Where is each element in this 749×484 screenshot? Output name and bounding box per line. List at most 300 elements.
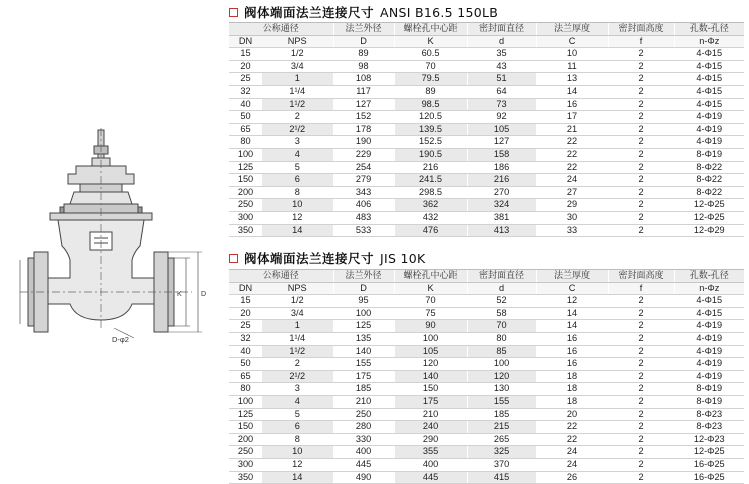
table-cell: 30 (536, 211, 608, 224)
table-cell: 150 (229, 421, 262, 434)
table-cell: 14 (262, 471, 333, 484)
table-cell: 483 (333, 211, 394, 224)
table-cell: 216 (394, 161, 467, 174)
table-cell: 25 (229, 73, 262, 86)
column-symbol: C (536, 35, 608, 48)
table-cell: 4-Φ15 (674, 85, 744, 98)
table-cell: 50 (229, 111, 262, 124)
table-cell: 2 (608, 186, 674, 199)
table-cell: 89 (333, 48, 394, 61)
table-cell: 2 (608, 123, 674, 136)
table-cell: 150 (394, 383, 467, 396)
table-cell: 22 (536, 148, 608, 161)
table-cell: 12-Φ25 (674, 446, 744, 459)
table-cell: 4-Φ19 (674, 358, 744, 371)
column-header: 法兰外径 (333, 23, 394, 35)
table-cell: 40 (229, 98, 262, 111)
table-cell: 175 (394, 395, 467, 408)
table-cell: 533 (333, 224, 394, 237)
table-cell: 370 (467, 458, 536, 471)
column-symbol: n-Φz (674, 35, 744, 48)
table-cell: 100 (333, 307, 394, 320)
table-cell: 8-Φ19 (674, 383, 744, 396)
table-row (229, 345, 744, 358)
table-cell: 11 (536, 60, 608, 73)
table-cell: 2 (608, 73, 674, 86)
table-cell: 100 (229, 148, 262, 161)
table-cell: 75 (394, 307, 467, 320)
table-cell: 155 (467, 395, 536, 408)
table-cell: 185 (467, 408, 536, 421)
table-cell: 155 (333, 358, 394, 371)
table-cell: 80 (467, 332, 536, 345)
table-cell: 22 (536, 433, 608, 446)
column-header: 法兰厚度 (536, 270, 608, 282)
table-cell: 1¹/2 (262, 345, 333, 358)
table-cell: 89 (394, 85, 467, 98)
table-cell: 5 (262, 408, 333, 421)
table-cell: 18 (536, 370, 608, 383)
table-cell: 80 (229, 136, 262, 149)
table-cell: 27 (536, 186, 608, 199)
table-cell: 200 (229, 186, 262, 199)
table-cell: 12-Φ23 (674, 433, 744, 446)
table-cell: 20 (536, 408, 608, 421)
table-cell: 229 (333, 148, 394, 161)
table-cell: 16-Φ25 (674, 458, 744, 471)
column-symbol: n-Φz (674, 282, 744, 295)
table-cell: 300 (229, 458, 262, 471)
table-cell: 1¹/4 (262, 85, 333, 98)
table-cell: 254 (333, 161, 394, 174)
table-cell: 216 (467, 174, 536, 187)
table-cell: 8-Φ22 (674, 161, 744, 174)
table-cell: 2 (608, 332, 674, 345)
table-cell: 265 (467, 433, 536, 446)
column-header: 公称通径 (229, 270, 333, 282)
table-row (229, 332, 744, 345)
table-cell: 8 (262, 186, 333, 199)
table-cell: 2 (608, 395, 674, 408)
table-row (229, 98, 744, 111)
table-cell: 476 (394, 224, 467, 237)
table-cell: 152 (333, 111, 394, 124)
table-cell: 2 (608, 136, 674, 149)
table-row (229, 111, 744, 124)
table-cell: 60.5 (394, 48, 467, 61)
table-cell: 250 (229, 199, 262, 212)
table-cell: 4-Φ19 (674, 123, 744, 136)
table-cell: 18 (536, 383, 608, 396)
column-header: 螺栓孔中心距 (394, 23, 467, 35)
table-cell: 2 (608, 148, 674, 161)
column-symbol: d (467, 282, 536, 295)
table-cell: 1/2 (262, 295, 333, 308)
table-cell: 190 (333, 136, 394, 149)
table-cell: 406 (333, 199, 394, 212)
table-cell: 2 (608, 224, 674, 237)
table-row (229, 446, 744, 459)
column-symbol: DN (229, 35, 262, 48)
table-row (229, 358, 744, 371)
ansi-flange-table (229, 23, 744, 237)
table-cell: 4-Φ15 (674, 307, 744, 320)
table-cell: 150 (229, 174, 262, 187)
table-cell: 270 (467, 186, 536, 199)
table-row (229, 136, 744, 149)
table-cell: 70 (394, 295, 467, 308)
ansi-title-cn: 阀体端面法兰连接尺寸 (244, 5, 375, 20)
table-cell: 343 (333, 186, 394, 199)
table-cell: 140 (394, 370, 467, 383)
table-row (229, 60, 744, 73)
table-cell: 2 (608, 383, 674, 396)
table-row (229, 48, 744, 61)
table-cell: 3/4 (262, 307, 333, 320)
table-cell: 3 (262, 383, 333, 396)
table-cell: 4-Φ19 (674, 320, 744, 333)
table-cell: 415 (467, 471, 536, 484)
table-cell: 1 (262, 73, 333, 86)
table-row (229, 295, 744, 308)
table-cell: 85 (467, 345, 536, 358)
table-cell: 32 (229, 85, 262, 98)
table-cell: 300 (229, 211, 262, 224)
table-cell: 2 (608, 111, 674, 124)
table-subheader-row (229, 35, 744, 48)
table-cell: 73 (467, 98, 536, 111)
table-cell: 250 (229, 446, 262, 459)
table-cell: 24 (536, 174, 608, 187)
table-cell: 4-Φ15 (674, 98, 744, 111)
table-cell: 4-Φ15 (674, 295, 744, 308)
table-row (229, 73, 744, 86)
column-header: 公称通径 (229, 23, 333, 35)
table-cell: 17 (536, 111, 608, 124)
table-cell: 2 (608, 320, 674, 333)
table-cell: 8-Φ23 (674, 421, 744, 434)
section-marker-icon (229, 254, 238, 263)
table-cell: 2 (608, 433, 674, 446)
column-header: 密封面直径 (467, 270, 536, 282)
table-cell: 2 (608, 358, 674, 371)
table-cell: 135 (333, 332, 394, 345)
table-row (229, 148, 744, 161)
table-cell: 20 (229, 60, 262, 73)
table-cell: 4-Φ19 (674, 111, 744, 124)
table-cell: 298.5 (394, 186, 467, 199)
table-cell: 4-Φ19 (674, 332, 744, 345)
column-header: 密封面直径 (467, 23, 536, 35)
table-cell: 52 (467, 295, 536, 308)
table-cell: 1¹/4 (262, 332, 333, 345)
table-cell: 130 (467, 383, 536, 396)
column-symbol: K (394, 282, 467, 295)
table-cell: 90 (394, 320, 467, 333)
column-header: 密封面高度 (608, 270, 674, 282)
table-cell: 4-Φ15 (674, 48, 744, 61)
table-cell: 95 (333, 295, 394, 308)
table-cell: 400 (333, 446, 394, 459)
table-cell: 350 (229, 471, 262, 484)
table-cell: 125 (229, 161, 262, 174)
jis-flange-table (229, 270, 744, 484)
table-cell: 6 (262, 421, 333, 434)
column-header: 法兰外径 (333, 270, 394, 282)
table-cell: 24 (536, 458, 608, 471)
column-header: 孔数-孔径 (674, 23, 744, 35)
table-cell: 2 (608, 370, 674, 383)
table-cell: 2 (608, 211, 674, 224)
jis-title-std: JIS 10K (380, 250, 426, 266)
table-cell: 4-Φ19 (674, 136, 744, 149)
table-cell: 4-Φ15 (674, 60, 744, 73)
table-cell: 215 (467, 421, 536, 434)
table-cell: 330 (333, 433, 394, 446)
table-cell: 240 (394, 421, 467, 434)
table-cell: 186 (467, 161, 536, 174)
table-row (229, 421, 744, 434)
table-cell: 8-Φ19 (674, 148, 744, 161)
table-cell: 15 (229, 48, 262, 61)
table-row (229, 186, 744, 199)
dim-label-bolt: D-φ2 (112, 335, 129, 344)
table-cell: 70 (394, 60, 467, 73)
table-cell: 127 (467, 136, 536, 149)
table-cell: 2 (608, 85, 674, 98)
table-cell: 4 (262, 395, 333, 408)
table-cell: 2 (608, 471, 674, 484)
column-symbol: D (333, 35, 394, 48)
table-cell: 8-Φ22 (674, 174, 744, 187)
column-symbol: NPS (262, 282, 333, 295)
table-cell: 190.5 (394, 148, 467, 161)
table-cell: 2 (608, 421, 674, 434)
table-cell: 400 (394, 458, 467, 471)
table-cell: 1¹/2 (262, 98, 333, 111)
table-cell: 2 (608, 295, 674, 308)
table-cell: 241.5 (394, 174, 467, 187)
table-cell: 2 (608, 60, 674, 73)
table-cell: 120 (467, 370, 536, 383)
table-cell: 3 (262, 136, 333, 149)
table-cell: 324 (467, 199, 536, 212)
table-cell: 64 (467, 85, 536, 98)
column-symbol: d (467, 35, 536, 48)
table-cell: 2 (262, 358, 333, 371)
table-cell: 139.5 (394, 123, 467, 136)
table-cell: 26 (536, 471, 608, 484)
table-cell: 413 (467, 224, 536, 237)
table-cell: 290 (394, 433, 467, 446)
table-cell: 65 (229, 370, 262, 383)
table-cell: 58 (467, 307, 536, 320)
ansi-section-title (229, 3, 498, 21)
table-cell: 210 (333, 395, 394, 408)
table-cell: 8-Φ19 (674, 395, 744, 408)
table-cell: 10 (262, 199, 333, 212)
table-cell: 22 (536, 161, 608, 174)
table-cell: 2 (608, 458, 674, 471)
table-cell: 3/4 (262, 60, 333, 73)
table-row (229, 85, 744, 98)
table-cell: 210 (394, 408, 467, 421)
table-cell: 2 (608, 98, 674, 111)
column-header: 密封面高度 (608, 23, 674, 35)
table-cell: 200 (229, 433, 262, 446)
table-cell: 1/2 (262, 48, 333, 61)
ansi-title-std: ANSI B16.5 150LB (380, 4, 499, 20)
table-cell: 12-Φ29 (674, 224, 744, 237)
table-cell: 158 (467, 148, 536, 161)
dim-label-k: K (177, 291, 182, 298)
table-row (229, 395, 744, 408)
table-cell: 100 (467, 358, 536, 371)
jis-title-cn: 阀体端面法兰连接尺寸 (244, 251, 375, 266)
table-cell: 92 (467, 111, 536, 124)
table-row (229, 471, 744, 484)
table-cell: 2 (262, 111, 333, 124)
table-cell: 70 (467, 320, 536, 333)
table-cell: 4-Φ15 (674, 73, 744, 86)
table-cell: 8-Φ22 (674, 186, 744, 199)
table-cell: 12-Φ25 (674, 199, 744, 212)
table-cell: 2 (608, 446, 674, 459)
table-cell: 350 (229, 224, 262, 237)
table-cell: 16 (536, 332, 608, 345)
table-cell: 14 (536, 307, 608, 320)
table-cell: 65 (229, 123, 262, 136)
table-cell: 16-Φ25 (674, 471, 744, 484)
table-cell: 14 (536, 85, 608, 98)
table-cell: 178 (333, 123, 394, 136)
valve-drawing (14, 128, 210, 348)
table-row (229, 320, 744, 333)
column-header: 孔数-孔径 (674, 270, 744, 282)
table-cell: 2 (608, 48, 674, 61)
table-cell: 4-Φ19 (674, 345, 744, 358)
table-cell: 152.5 (394, 136, 467, 149)
table-cell: 24 (536, 446, 608, 459)
table-header-row (229, 270, 744, 282)
dim-label-d: D (201, 291, 207, 298)
table-cell: 12 (536, 295, 608, 308)
table-cell: 100 (394, 332, 467, 345)
table-cell: 18 (536, 395, 608, 408)
column-symbol: f (608, 282, 674, 295)
table-cell: 5 (262, 161, 333, 174)
column-symbol: D (333, 282, 394, 295)
table-cell: 175 (333, 370, 394, 383)
table-cell: 2 (608, 174, 674, 187)
table-cell: 12 (262, 211, 333, 224)
table-cell: 8-Φ23 (674, 408, 744, 421)
table-cell: 250 (333, 408, 394, 421)
table-cell: 445 (333, 458, 394, 471)
column-symbol: C (536, 282, 608, 295)
table-cell: 51 (467, 73, 536, 86)
table-cell: 20 (229, 307, 262, 320)
table-row (229, 307, 744, 320)
table-cell: 325 (467, 446, 536, 459)
table-cell: 445 (394, 471, 467, 484)
table-row (229, 433, 744, 446)
table-cell: 355 (394, 446, 467, 459)
table-cell: 32 (229, 332, 262, 345)
column-symbol: NPS (262, 35, 333, 48)
table-cell: 125 (229, 408, 262, 421)
table-row (229, 408, 744, 421)
table-cell: 12-Φ25 (674, 211, 744, 224)
table-cell: 279 (333, 174, 394, 187)
table-cell: 22 (536, 421, 608, 434)
table-cell: 2 (608, 161, 674, 174)
table-cell: 10 (262, 446, 333, 459)
table-cell: 127 (333, 98, 394, 111)
table-cell: 40 (229, 345, 262, 358)
column-header: 螺栓孔中心距 (394, 270, 467, 282)
table-cell: 2 (608, 307, 674, 320)
table-cell: 15 (229, 295, 262, 308)
table-cell: 10 (536, 48, 608, 61)
table-cell: 14 (262, 224, 333, 237)
table-header-row (229, 23, 744, 35)
table-cell: 2¹/2 (262, 123, 333, 136)
table-cell: 100 (229, 395, 262, 408)
table-subheader-row (229, 282, 744, 295)
table-cell: 140 (333, 345, 394, 358)
table-cell: 50 (229, 358, 262, 371)
table-cell: 2 (608, 408, 674, 421)
column-header: 法兰厚度 (536, 23, 608, 35)
table-cell: 120.5 (394, 111, 467, 124)
table-cell: 490 (333, 471, 394, 484)
table-row (229, 211, 744, 224)
column-symbol: DN (229, 282, 262, 295)
table-cell: 105 (467, 123, 536, 136)
table-cell: 6 (262, 174, 333, 187)
table-cell: 381 (467, 211, 536, 224)
table-cell: 33 (536, 224, 608, 237)
table-row (229, 224, 744, 237)
table-row (229, 161, 744, 174)
table-cell: 13 (536, 73, 608, 86)
table-cell: 4 (262, 148, 333, 161)
table-cell: 117 (333, 85, 394, 98)
table-cell: 4-Φ19 (674, 370, 744, 383)
table-cell: 125 (333, 320, 394, 333)
table-cell: 16 (536, 98, 608, 111)
table-cell: 25 (229, 320, 262, 333)
table-cell: 1 (262, 320, 333, 333)
table-cell: 16 (536, 358, 608, 371)
table-cell: 22 (536, 136, 608, 149)
table-cell: 43 (467, 60, 536, 73)
table-cell: 16 (536, 345, 608, 358)
table-cell: 79.5 (394, 73, 467, 86)
table-cell: 280 (333, 421, 394, 434)
table-cell: 120 (394, 358, 467, 371)
column-symbol: K (394, 35, 467, 48)
column-symbol: f (608, 35, 674, 48)
table-row (229, 383, 744, 396)
table-cell: 29 (536, 199, 608, 212)
table-row (229, 174, 744, 187)
table-cell: 80 (229, 383, 262, 396)
table-cell: 362 (394, 199, 467, 212)
table-cell: 105 (394, 345, 467, 358)
table-cell: 2¹/2 (262, 370, 333, 383)
